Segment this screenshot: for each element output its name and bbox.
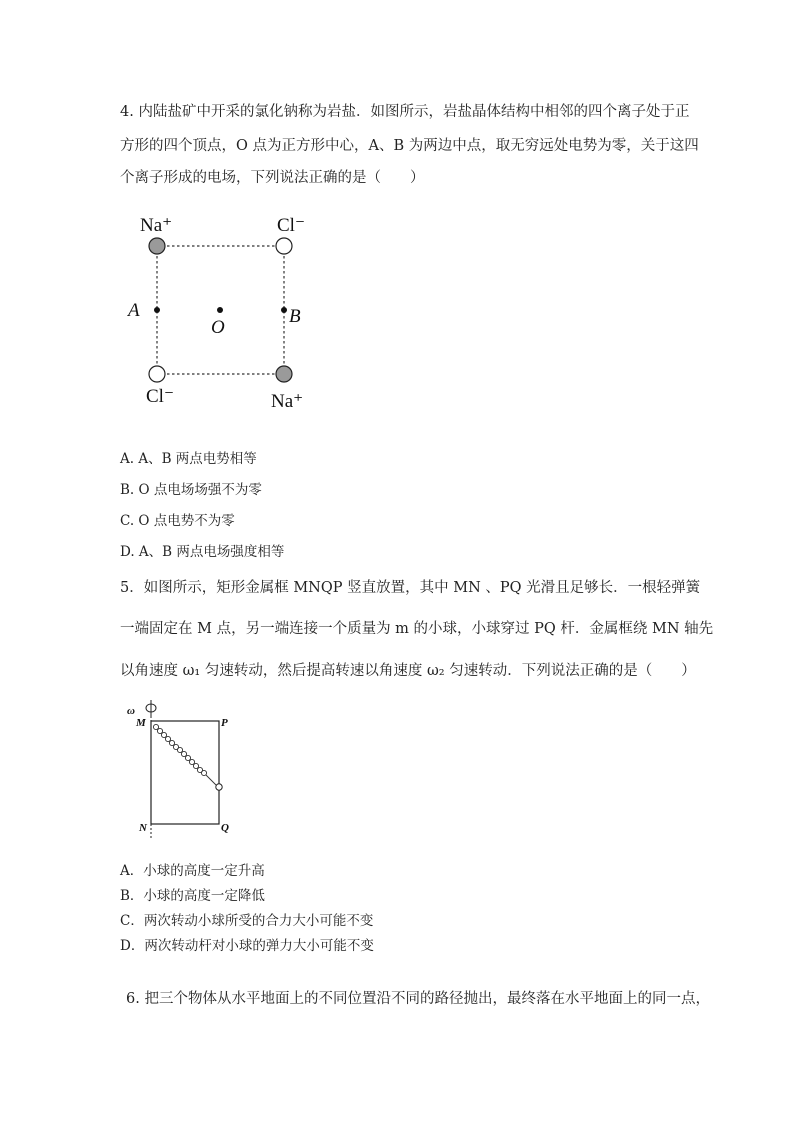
q4-line-2: 方形的四个顶点，O 点为正方形中心，A、B 为两边中点，取无穷远处电势为零，关于这四 [120, 138, 699, 154]
label-n: N [139, 822, 147, 834]
q5-option-d: D．两次转动杆对小球的弹力大小可能不变 [120, 938, 374, 954]
q4-option-c: C. O 点电势不为零 [120, 513, 235, 529]
q5-option-a: A．小球的高度一定升高 [120, 863, 265, 879]
label-cl-top-right: Cl⁻ [277, 215, 305, 236]
q5-option-b: B．小球的高度一定降低 [120, 888, 265, 904]
q5-option-c: C．两次转动小球所受的合力大小可能不变 [120, 913, 374, 929]
label-m: M [136, 717, 146, 729]
q6-line-1: 6. 把三个物体从水平地面上的不同位置沿不同的路径抛出，最终落在水平地面上的同一点， [126, 991, 710, 1007]
label-q: Q [221, 822, 229, 834]
spring [153, 724, 216, 785]
q4-option-a: A. A、B 两点电势相等 [120, 451, 257, 467]
q5-line-1: 5．如图所示，矩形金属框 MNQP 竖直放置，其中 MN 、PQ 光滑且足够长．一根轻弹簧 [120, 580, 701, 596]
q4-option-d: D. A、B 两点电场强度相等 [120, 544, 285, 560]
label-cl-bottom-left: Cl⁻ [146, 386, 174, 407]
na-ion-top-left [149, 238, 165, 254]
point-o-dot [217, 307, 223, 313]
label-point-o: O [211, 317, 225, 338]
ball [216, 784, 222, 790]
point-a-dot [154, 307, 160, 313]
q5-line-2: 一端固定在 M 点，另一端连接一个质量为 m 的小球，小球穿过 PQ 杆．金属框绕 MN 轴先 [120, 621, 714, 637]
label-na-bottom-right: Na⁺ [271, 391, 304, 412]
label-na-top-left: Na⁺ [140, 215, 173, 236]
label-p: P [221, 717, 228, 729]
frame-rect [151, 721, 219, 824]
label-point-b: B [289, 306, 301, 327]
label-point-a: A [128, 300, 140, 321]
cl-ion-top-right [276, 238, 292, 254]
q4-line-3: 个离子形成的电场，下列说法正确的是（ ） [120, 170, 425, 186]
q5-line-3: 以角速度 ω₁ 匀速转动，然后提高转速以角速度 ω₂ 匀速转动．下列说法正确的是（ ） [120, 663, 696, 679]
na-ion-bottom-right [276, 366, 292, 382]
q4-option-b: B. O 点电场场强不为零 [120, 482, 262, 498]
cl-ion-bottom-left [149, 366, 165, 382]
label-omega: ω [127, 705, 135, 717]
q4-line-1: 4. 内陆盐矿中开采的氯化钠称为岩盐．如图所示，岩盐晶体结构中相邻的四个离子处于正 [120, 104, 690, 120]
point-b-dot [281, 307, 287, 313]
